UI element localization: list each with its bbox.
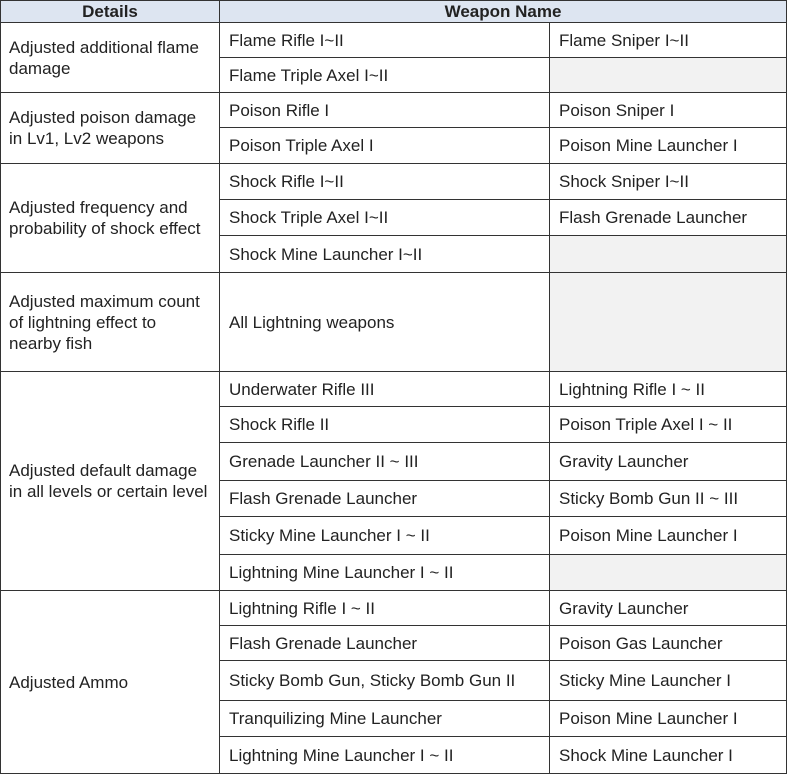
weapon-cell-secondary: Poison Mine Launcher I	[550, 517, 787, 555]
weapon-cell: Sticky Bomb Gun, Sticky Bomb Gun II	[220, 661, 550, 701]
detail-cell: Adjusted maximum count of lightning effect to nearby fish	[1, 273, 220, 372]
weapon-cell: Flame Triple Axel I~II	[220, 58, 550, 93]
weapon-cell: Lightning Mine Launcher I ~ II	[220, 555, 550, 591]
detail-cell: Adjusted poison damage in Lv1, Lv2 weapons	[1, 93, 220, 164]
weapon-cell: Tranquilizing Mine Launcher	[220, 701, 550, 737]
weapon-cell-secondary: Shock Mine Launcher I	[550, 737, 787, 774]
details-header: Details	[1, 1, 220, 23]
weapon-name-header: Weapon Name	[220, 1, 787, 23]
weapon-cell-secondary	[550, 555, 787, 591]
weapon-cell-secondary: Poison Gas Launcher	[550, 626, 787, 661]
detail-cell: Adjusted default damage in all levels or certain level	[1, 372, 220, 591]
weapon-cell: Grenade Launcher II ~ III	[220, 443, 550, 481]
weapon-cell-secondary	[550, 236, 787, 273]
weapon-cell-secondary: Sticky Bomb Gun II ~ III	[550, 481, 787, 517]
weapon-cell: Poison Rifle I	[220, 93, 550, 128]
weapon-cell-secondary	[550, 58, 787, 93]
table-row	[1, 372, 787, 407]
weapon-cell: Lightning Mine Launcher I ~ II	[220, 737, 550, 774]
weapon-cell-secondary: Poison Triple Axel I ~ II	[550, 407, 787, 443]
weapon-cell: Flash Grenade Launcher	[220, 481, 550, 517]
table-row	[1, 591, 787, 626]
weapon-cell: Shock Rifle I~II	[220, 164, 550, 200]
weapon-cell-secondary: Shock Sniper I~II	[550, 164, 787, 200]
weapon-cell: Sticky Mine Launcher I ~ II	[220, 517, 550, 555]
detail-cell: Adjusted Ammo	[1, 591, 220, 774]
header-row	[1, 1, 787, 23]
weapon-cell-secondary: Flame Sniper I~II	[550, 23, 787, 58]
weapon-cell-secondary	[550, 273, 787, 372]
table-row	[1, 23, 787, 58]
table-body	[1, 23, 787, 774]
weapon-cell-secondary: Flash Grenade Launcher	[550, 200, 787, 236]
weapon-cell: Underwater Rifle III	[220, 372, 550, 407]
weapon-cell: Flash Grenade Launcher	[220, 626, 550, 661]
weapon-cell-secondary: Gravity Launcher	[550, 591, 787, 626]
weapon-cell: Flame Rifle I~II	[220, 23, 550, 58]
weapon-cell: Lightning Rifle I ~ II	[220, 591, 550, 626]
detail-cell: Adjusted frequency and probability of shock effect	[1, 164, 220, 273]
weapon-cell-secondary: Poison Mine Launcher I	[550, 128, 787, 164]
weapon-cell-secondary: Sticky Mine Launcher I	[550, 661, 787, 701]
weapon-cell-secondary: Lightning Rifle I ~ II	[550, 372, 787, 407]
weapon-cell-secondary: Poison Mine Launcher I	[550, 701, 787, 737]
weapon-cell: Shock Triple Axel I~II	[220, 200, 550, 236]
weapon-cell-secondary: Gravity Launcher	[550, 443, 787, 481]
table-row	[1, 164, 787, 200]
detail-cell: Adjusted additional flame damage	[1, 23, 220, 93]
table-row	[1, 273, 787, 372]
weapon-cell: Poison Triple Axel I	[220, 128, 550, 164]
weapon-cell-secondary: Poison Sniper I	[550, 93, 787, 128]
weapon-cell: All Lightning weapons	[220, 273, 550, 372]
table-row	[1, 93, 787, 128]
weapon-cell: Shock Mine Launcher I~II	[220, 236, 550, 273]
weapon-cell: Shock Rifle II	[220, 407, 550, 443]
